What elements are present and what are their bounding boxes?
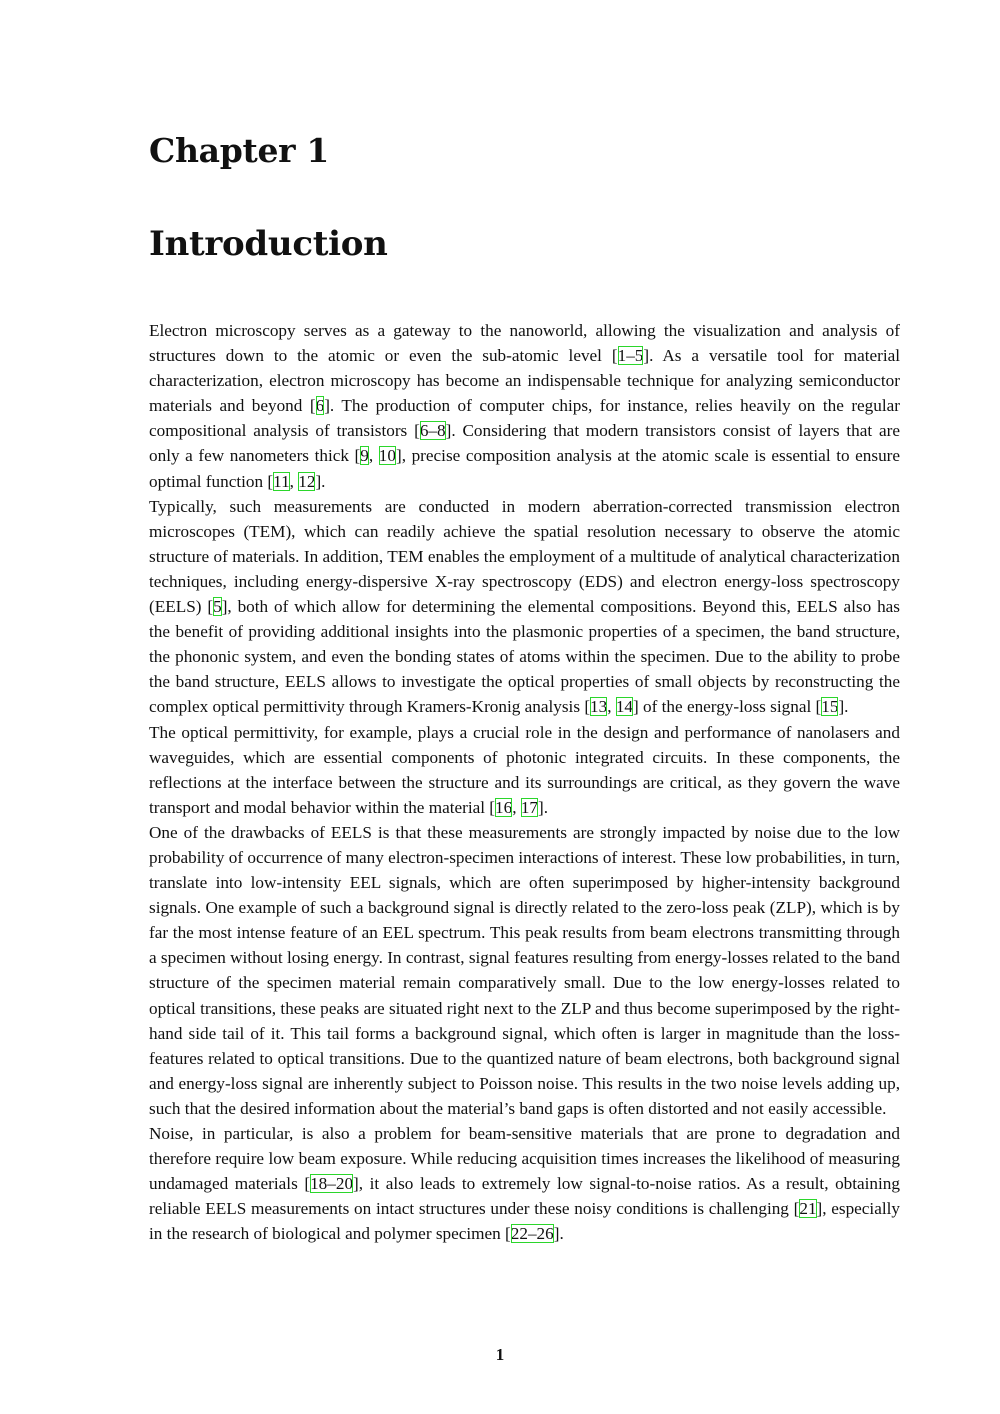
page-number: 1 [495, 1345, 505, 1364]
paragraph [149, 1121, 900, 1246]
paragraph-text: ] of the energy-loss signal [ [633, 697, 822, 717]
paragraph-text: Electron microscopy serves as a gateway to the nanoworld, allowing the visualization and analysis of structures down to the atomic or even the sub-atomic level [ [149, 321, 900, 366]
citation-link[interactable]: 21 [799, 1199, 817, 1219]
citation-link[interactable]: 12 [298, 471, 316, 491]
paragraph-text: ], it also leads to extremely low signal-to-noise ratios. As a result, obtaining reliable EELS measurements on intact structures under these noisy conditions is challenging [ [149, 1174, 900, 1219]
citation-link[interactable]: 22–26 [510, 1224, 554, 1244]
citation-link[interactable]: 11 [273, 471, 290, 491]
paragraph-text: ]. [538, 797, 549, 817]
paragraph-text: ]. Considering that modern transistors consist of layers that are only a few nanometers thick [ [149, 421, 900, 466]
paragraph-text: Typically, such measurements are conducted in modern aberration-corrected transmission electron microscopes (TEM), which can readily achieve the spatial resolution necessary to observe the atomic structure of materials. In addition, TEM enables the employment of a multitude of analytical characterization techniques, including energy-dispersive X-ray spectroscopy (EDS) and electron energy-loss spectroscopy (EELS) [ [149, 496, 900, 617]
citation-link[interactable]: 13 [590, 697, 608, 717]
chapter-number: Chapter 1 [149, 131, 330, 170]
citation-link[interactable]: 16 [495, 797, 513, 817]
citation-link[interactable]: 1–5 [617, 346, 644, 366]
paragraph-text: ]. The production of computer chips, for instance, relies heavily on the regular compositional analysis of transistors [ [149, 396, 900, 441]
paragraph-text: Noise, in particular, is also a problem for beam-sensitive materials that are prone to degradation and therefore require low beam exposure. While reducing acquisition times increases the likelihood of measuring undamaged materials [ [149, 1124, 900, 1194]
paragraph-text: ], especially in the research of biological and polymer specimen [ [149, 1199, 900, 1244]
paragraph [149, 720, 900, 820]
body-text [149, 318, 900, 1246]
paragraph [149, 318, 900, 494]
paragraph-text: , [607, 697, 616, 717]
paragraph-text: ]. [315, 471, 326, 491]
paragraph-text: ]. [838, 697, 849, 717]
citation-link[interactable]: 5 [213, 597, 222, 617]
paragraph [149, 820, 900, 1121]
citation-link[interactable]: 17 [520, 797, 539, 817]
citation-link[interactable]: 6 [315, 396, 325, 416]
paragraph-text: ], precise composition analysis at the atomic scale is essential to ensure optimal function [ [149, 446, 901, 491]
citation-link[interactable]: 10 [378, 446, 396, 466]
paragraph-text: , [512, 797, 521, 817]
paragraph-text: ]. As a versatile tool for material characterization, electron microscopy has become an indispensable technique for analyzing semiconductor materials and beyond [ [149, 346, 901, 416]
citation-link[interactable]: 14 [615, 697, 634, 717]
chapter-title: Introduction [149, 224, 388, 264]
paragraph-text: ], both of which allow for determining the elemental compositions. Beyond this, EELS also has the benefit of providing additional insights into the plasmonic properties of a specimen, the band structure, the phononic system, and even the bonding states of atoms within the specimen. Due to the ability to probe the band structure, EELS allows to investigate the optical properties of small objects by reconstructing the complex optical permittivity through Kramers-Kronig analysis [ [149, 597, 900, 717]
paragraph-text: , [368, 446, 379, 466]
citation-link[interactable]: 15 [821, 697, 839, 717]
paragraph-text: , [289, 471, 299, 491]
citation-link[interactable]: 9 [360, 446, 369, 466]
paragraph-text: ]. [553, 1224, 564, 1244]
citation-link[interactable]: 18–20 [310, 1174, 354, 1194]
paragraph-text: One of the drawbacks of EELS is that these measurements are strongly impacted by noise due to the low probability of occurrence of many electron-specimen interactions of interest. These low probabilities, in turn, translate into low-intensity EEL signals, which are often superimposed by higher-intensity background signals. One example of such a background signal is directly related to the zero-loss peak (ZLP), which is by far the most intense feature of an EEL spectrum. This peak results from beam electrons transmitting through a specimen without losing energy. In contrast, signal features resulting from energy-losses related to the band structure of the specimen material remain comparatively small. Due to the low energy-losses related to optical transitions, these peaks are situated right next to the ZLP and thus become superimposed by the right-hand side tail of it. This tail forms a background signal, which often is larger in magnitude than the loss-features related to optical transitions. Due to the quantized nature of beam electrons, both background signal and energy-loss signal are inherently subject to Poisson noise. This results in the two noise levels adding up, such that the desired information about the material’s band gaps is often distorted and not easily accessible. [149, 822, 900, 1118]
citation-link[interactable]: 6–8 [419, 421, 446, 441]
paragraph [149, 494, 900, 720]
paragraph-text: The optical permittivity, for example, plays a crucial role in the design and performance of nanolasers and waveguides, which are essential components of photonic integrated circuits. In these components, the reflections at the interface between the structure and its surroundings are critical, as they govern the wave transport and modal behavior within the material [ [149, 722, 900, 817]
